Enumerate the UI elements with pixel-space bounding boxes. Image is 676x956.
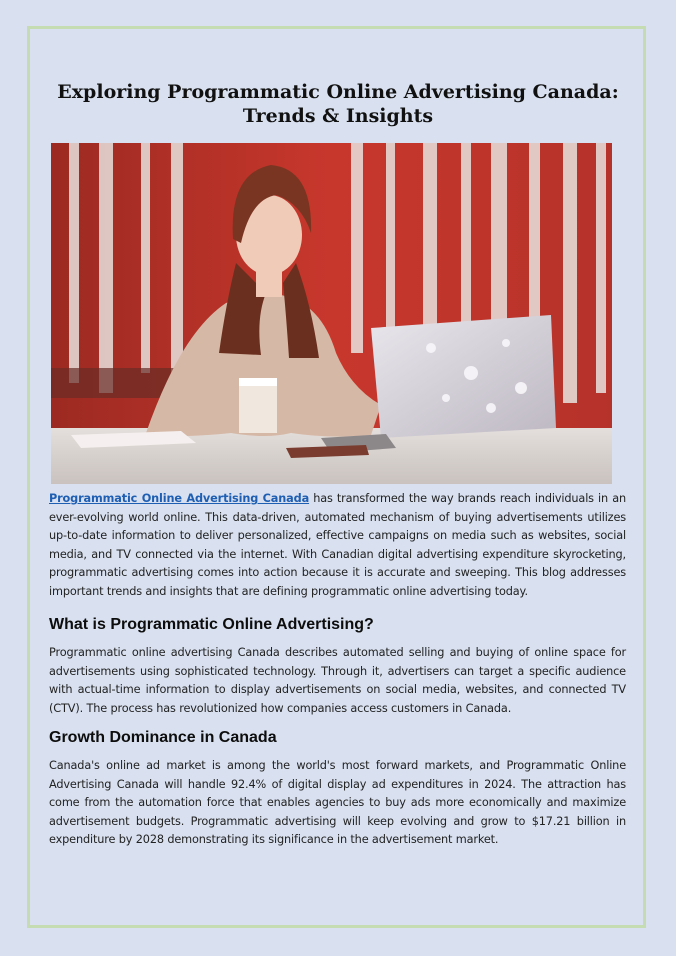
hero-image bbox=[51, 143, 612, 484]
section-body-1: Programmatic online advertising Canada describes automated selling and buying of online space for advertisements using sophisticated technology. Through it, advertisers can target a specific audience with actual-time information to display advertisements on social media, websites, and connected TV (CTV). The process has revolutionized how companies access customers in Canada. bbox=[49, 646, 626, 715]
section-body-2: Canada's online ad market is among the world's most forward markets, and Programmatic Online Advertising Canada will handle 92.4% of digital display ad expenditures in 2024. The attraction has come from the automation force that enables agencies to buy ads more economically and maximize advertisement budgets. Programmatic advertising will keep evolving and grow to $17.21 billion in expenditure by 2028 demonstrating its significance in the advertisement market. bbox=[49, 759, 626, 846]
section-heading-2: Growth Dominance in Canada bbox=[49, 729, 277, 746]
article-title bbox=[50, 80, 626, 128]
section-heading-1: What is Programmatic Online Advertising? bbox=[49, 616, 374, 633]
intro-paragraph bbox=[49, 490, 626, 601]
title-line-1: Exploring Programmatic Online Advertising Canada: bbox=[57, 81, 619, 103]
intro-link[interactable]: Programmatic Online Advertising Canada bbox=[49, 492, 310, 505]
title-line-2: Trends & Insights bbox=[242, 105, 434, 127]
intro-text: has transformed the way brands reach individuals in an ever-evolving world online. This data-driven, automated mechanism of buying advertisements utilizes up-to-date information to deliver personalized, effective campaigns on media such as websites, social media, and TV connected via the internet. With Canadian digital advertising expenditure skyrocketing, programmatic advertising comes into action because it is accurate and sweeping. This blog addresses important trends and insights that are defining programmatic online advertising today. bbox=[49, 492, 626, 598]
